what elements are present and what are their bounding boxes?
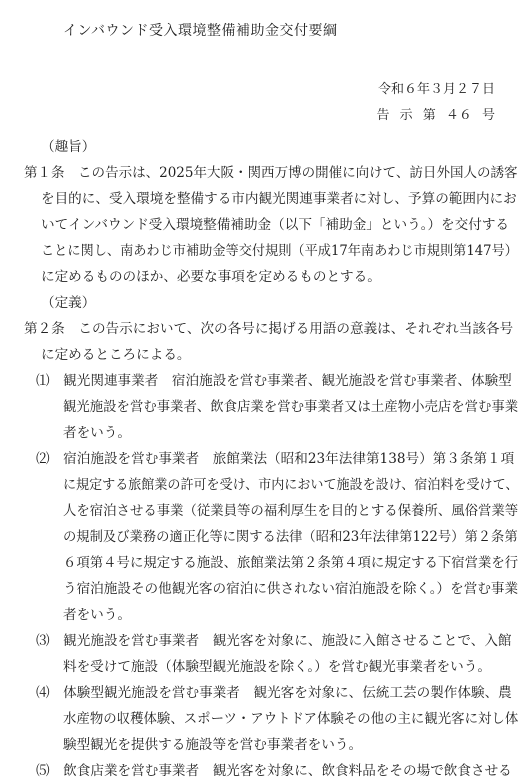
document-title: インバウンド受入環境整備補助金交付要綱 <box>63 23 338 39</box>
text-line: の規制及び業務の適正化等に関する法律（昭和23年法律第122号）第２条第 <box>63 529 518 545</box>
text-line: ことに関し、南あわじ市補助金等交付規則（平成17年南あわじ市規則第147号） <box>41 243 518 259</box>
text-line: に規定する旅館業の許可を受け、市内において施設を設け、宿泊料を受けて、 <box>63 477 519 493</box>
text-line: 第２条 この告示において、次の各号に掲げる用語の意義は、それぞれ当該各号 <box>24 321 514 337</box>
text-line: （趣旨） <box>41 139 96 155</box>
text-line: 人を宿泊させる事業（従業員等の福利厚生を目的とする保養所、風俗営業等 <box>63 503 519 519</box>
text-line: 者をいう。 <box>63 607 131 623</box>
text-line: 第１条 この告示は、2025年大阪・関西万博の開催に向けて、訪日外国人の誘客 <box>24 165 518 181</box>
text-line: ６項第４号に規定する施設、旅館業法第２条第４項に規定する下宿営業を行 <box>63 555 519 571</box>
issue-date: 令和６年３月２７日 <box>377 82 495 97</box>
text-line: ⑴ 観光関連事業者 宿泊施設を営む事業者、観光施設を営む事業者、体験型 <box>36 373 512 389</box>
text-line: 験型観光を提供する施設等を営む事業者をいう。 <box>63 737 363 753</box>
text-line: う宿泊施設その他観光客の宿泊に供されない宿泊施設を除く。）を営む事業 <box>63 581 519 597</box>
text-line: 料を受けて施設（体験型観光施設を除く。）を営む観光事業者をいう。 <box>63 659 491 675</box>
notice-number: 告 示 第 ４６ 号 <box>376 108 495 123</box>
text-line: 観光施設を営む事業者、飲食店業を営む事業者又は土産物小売店を営む事業 <box>63 399 519 415</box>
text-line: に定めるところによる。 <box>41 347 191 363</box>
text-line: ⑸ 飲食店業を営む事業者 観光客を対象に、飲食料品をその場で飲食させる <box>36 763 512 779</box>
text-line: ⑶ 観光施設を営む事業者 観光客を対象に、施設に入館させることで、入館 <box>36 633 512 649</box>
text-line: を目的に、受入環境を整備する市内観光関連事業者に対し、予算の範囲内にお <box>41 191 517 207</box>
text-line: 水産物の収穫体験、スポーツ・アウトドア体験その他の主に観光客に対し体 <box>63 711 519 727</box>
text-line: 者をいう。 <box>63 425 131 441</box>
text-line: ⑵ 宿泊施設を営む事業者 旅館業法（昭和23年法律第138号）第３条第１項 <box>36 451 515 467</box>
text-line: に定めるもののほか、必要な事項を定めるものとする。 <box>41 269 381 285</box>
text-line: いてインバウンド受入環境整備補助金（以下「補助金」という。）を交付する <box>41 217 510 233</box>
text-line: ⑷ 体験型観光施設を営む事業者 観光客を対象に、伝統工芸の製作体験、農 <box>36 685 512 701</box>
text-line: （定義） <box>41 295 96 311</box>
